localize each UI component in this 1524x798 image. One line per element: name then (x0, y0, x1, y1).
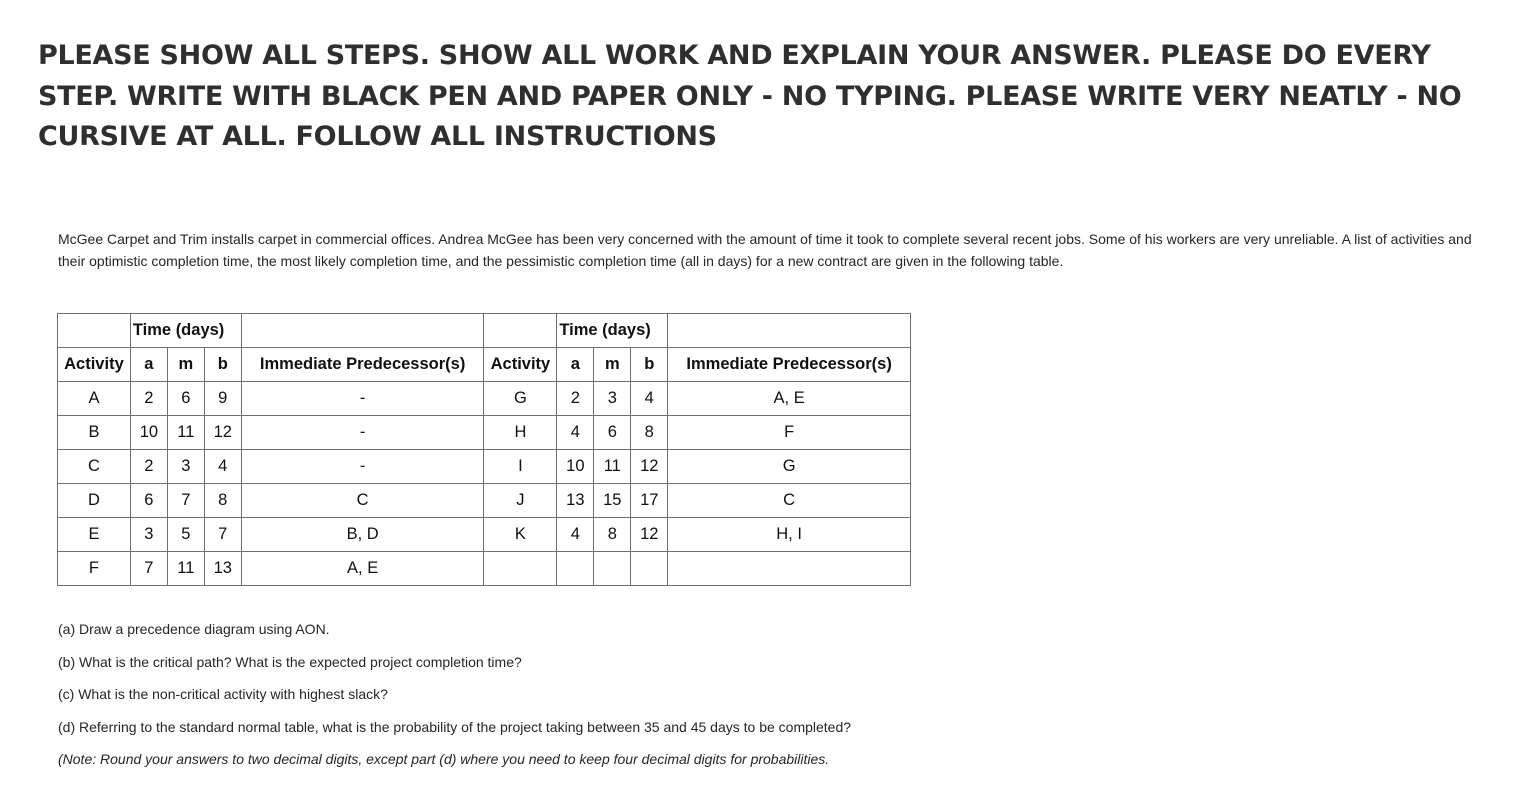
m-cell: 11 (167, 552, 204, 586)
activity-cell: F (58, 552, 131, 586)
activity-cell (484, 552, 557, 586)
table-group-header-row (58, 314, 911, 348)
activity-cell: A (58, 382, 131, 416)
b-cell: 7 (204, 518, 241, 552)
predecessor-cell: H, I (668, 518, 911, 552)
activity-cell: C (58, 450, 131, 484)
activity-header-left: Activity (58, 348, 131, 382)
a-cell: 3 (130, 518, 167, 552)
table-row (58, 450, 911, 484)
instructions-heading: PLEASE SHOW ALL STEPS. SHOW ALL WORK AND EXPLAIN YOUR ANSWER. PLEASE DO EVERY STEP. WRITE WITH BLACK PEN AND PAPER ONLY - NO TYPING. PLEASE WRITE VERY NEATLY - NO CURSIVE AT ALL. FOLLOW ALL INSTRUCTIONS (38, 40, 1462, 152)
b-cell: 12 (204, 416, 241, 450)
predecessor-cell: A, E (668, 382, 911, 416)
time-days-header-left: Time (days) (130, 314, 241, 348)
m-cell: 3 (594, 382, 631, 416)
problem-description: McGee Carpet and Trim installs carpet in commercial offices. Andrea McGee has been very concerned with the amount of time it took to complete several recent jobs. Some of his workers are very unreliable. A list of activities and their optimistic completion time, the most likely completion time, and the pessimistic completion time (all in days) for a new contract are given in the following table. (58, 231, 1472, 269)
b-cell: 4 (631, 382, 668, 416)
table-row (58, 382, 911, 416)
table-row (58, 552, 911, 586)
m-cell: 11 (167, 416, 204, 450)
activity-cell: G (484, 382, 557, 416)
predecessor-cell: C (241, 484, 484, 518)
b-cell: 17 (631, 484, 668, 518)
predecessor-cell: - (241, 382, 484, 416)
activity-cell: J (484, 484, 557, 518)
activity-time-table (57, 313, 911, 586)
b-cell: 8 (204, 484, 241, 518)
a-cell: 4 (557, 416, 594, 450)
m-cell: 7 (167, 484, 204, 518)
predecessor-cell: A, E (241, 552, 484, 586)
predecessor-cell: G (668, 450, 911, 484)
empty-header-cell (58, 314, 131, 348)
a-cell: 13 (557, 484, 594, 518)
table-row (58, 416, 911, 450)
m-header-left: m (167, 348, 204, 382)
m-cell: 11 (594, 450, 631, 484)
m-cell: 15 (594, 484, 631, 518)
b-cell (631, 552, 668, 586)
a-cell: 6 (130, 484, 167, 518)
a-header-right: a (557, 348, 594, 382)
m-cell: 8 (594, 518, 631, 552)
table-row (58, 484, 911, 518)
question-list (58, 615, 1258, 778)
predecessors-header-right: Immediate Predecessor(s) (668, 348, 911, 382)
table-row (58, 518, 911, 552)
b-cell: 12 (631, 450, 668, 484)
b-cell: 12 (631, 518, 668, 552)
activity-cell: D (58, 484, 131, 518)
b-cell: 8 (631, 416, 668, 450)
activity-header-right: Activity (484, 348, 557, 382)
question-a: (a) Draw a precedence diagram using AON. (58, 621, 330, 637)
predecessor-cell (668, 552, 911, 586)
a-header-left: a (130, 348, 167, 382)
question-c: (c) What is the non-critical activity with highest slack? (58, 686, 388, 702)
activity-cell: B (58, 416, 131, 450)
table-column-header-row (58, 348, 911, 382)
a-cell: 10 (130, 416, 167, 450)
rounding-note: (Note: Round your answers to two decimal digits, except part (d) where you need to keep four decimal digits for probabilities. (58, 751, 830, 767)
activity-cell: E (58, 518, 131, 552)
activity-cell: H (484, 416, 557, 450)
activity-cell: K (484, 518, 557, 552)
b-header-left: b (204, 348, 241, 382)
question-d: (d) Referring to the standard normal table, what is the probability of the project taking between 35 and 45 days to be completed? (58, 718, 852, 735)
a-cell: 4 (557, 518, 594, 552)
activity-cell: I (484, 450, 557, 484)
empty-header-cell (241, 314, 484, 348)
empty-header-cell (668, 314, 911, 348)
m-cell: 3 (167, 450, 204, 484)
predecessor-cell: - (241, 450, 484, 484)
b-header-right: b (631, 348, 668, 382)
a-cell: 10 (557, 450, 594, 484)
m-cell: 6 (594, 416, 631, 450)
a-cell (557, 552, 594, 586)
m-cell: 5 (167, 518, 204, 552)
b-cell: 13 (204, 552, 241, 586)
b-cell: 4 (204, 450, 241, 484)
predecessor-cell: B, D (241, 518, 484, 552)
predecessor-cell: F (668, 416, 911, 450)
empty-header-cell (484, 314, 557, 348)
m-cell: 6 (167, 382, 204, 416)
m-header-right: m (594, 348, 631, 382)
a-cell: 7 (130, 552, 167, 586)
predecessor-cell: - (241, 416, 484, 450)
question-b: (b) What is the critical path? What is the expected project completion time? (58, 653, 522, 670)
predecessors-header-left: Immediate Predecessor(s) (241, 348, 484, 382)
a-cell: 2 (130, 382, 167, 416)
m-cell (594, 552, 631, 586)
a-cell: 2 (557, 382, 594, 416)
b-cell: 9 (204, 382, 241, 416)
a-cell: 2 (130, 450, 167, 484)
predecessor-cell: C (668, 484, 911, 518)
time-days-header-right: Time (days) (557, 314, 668, 348)
